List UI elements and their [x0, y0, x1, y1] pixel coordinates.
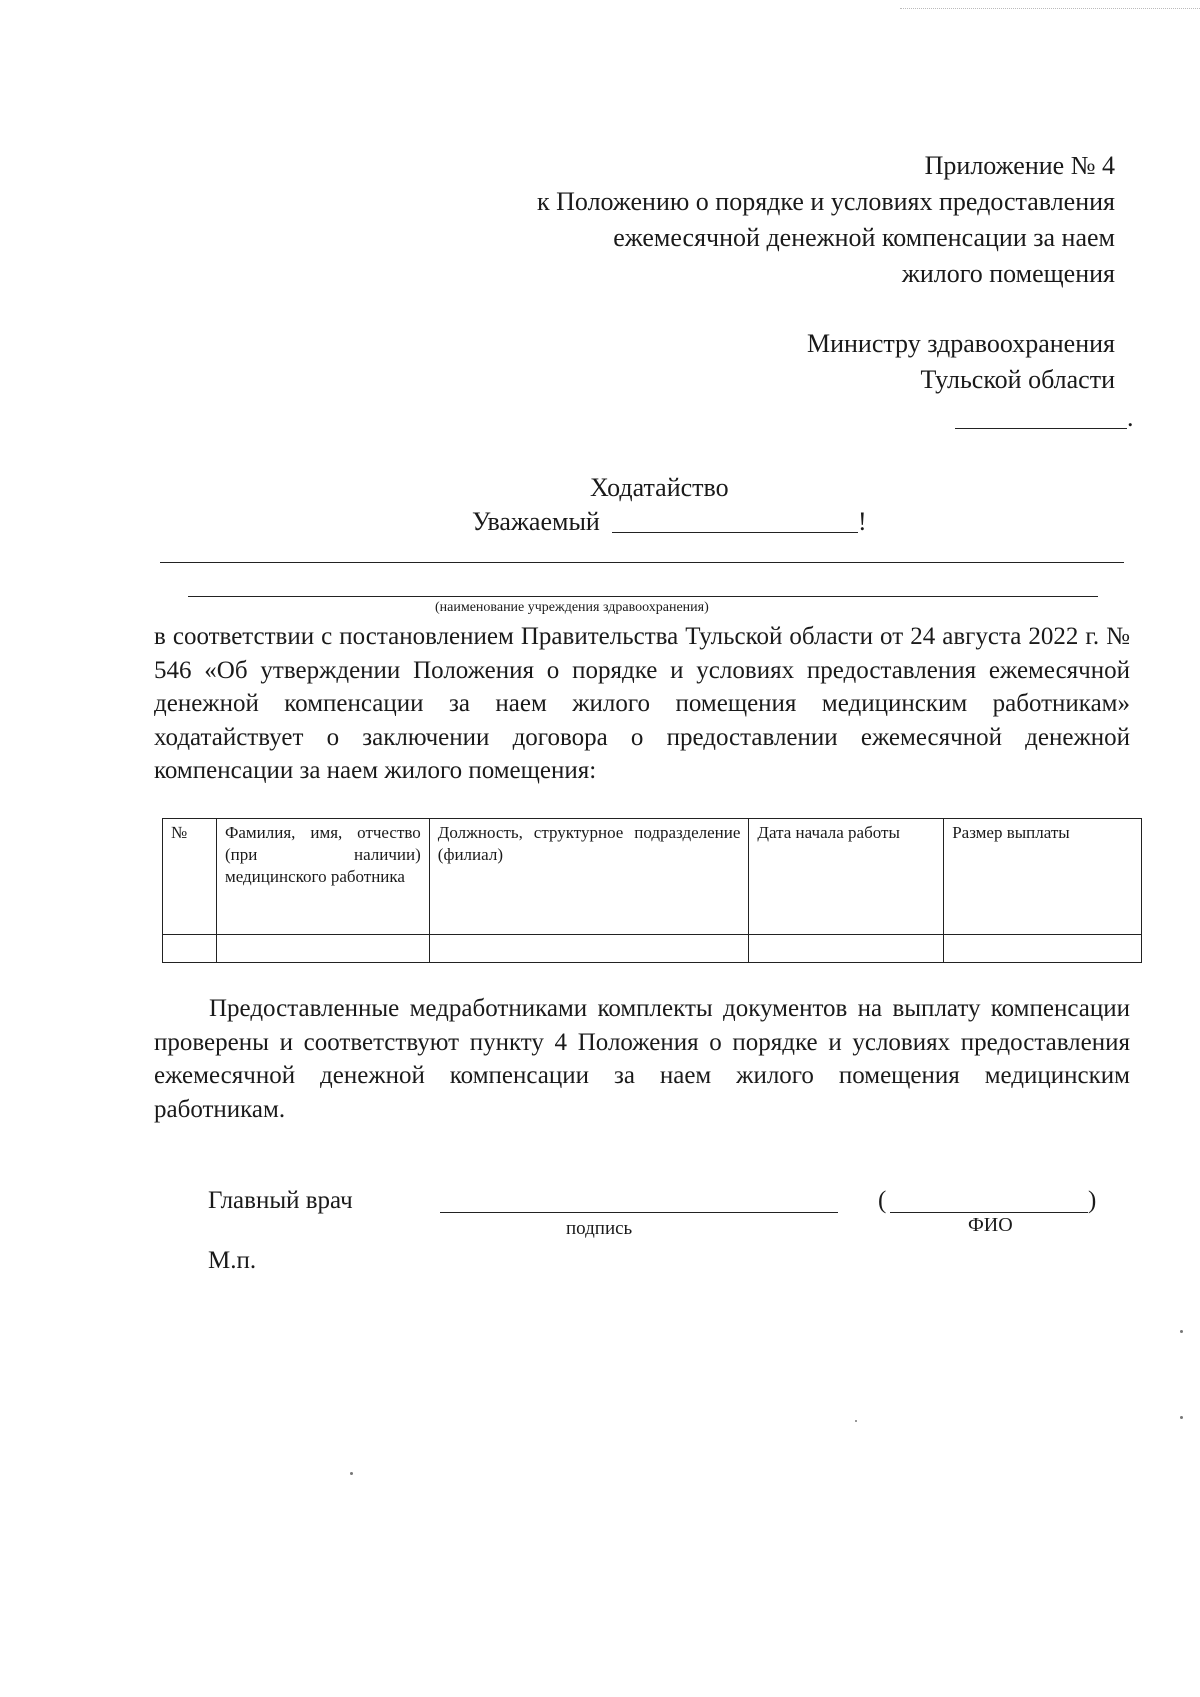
salutation-end: ! [858, 507, 867, 536]
fio-caption: ФИО [968, 1214, 1013, 1236]
body-paragraph: в соответствии с постановлением Правительства Тульской области от 24 августа 2022 г. № 546 «Об утверждении Положения о порядке и условиях предоставления ежемесячной денежной компенсации за наем жилого помещения медицинским работникам» ходатайствует о заключении договора о предоставлении ежемесячной денежной компенсации за наем жилого помещения: [154, 623, 1130, 784]
scan-speck [350, 1472, 353, 1475]
salutation-name-blank [612, 532, 858, 533]
header-start-date: Дата начала работы [749, 819, 944, 935]
appendix-title: Приложение № 4 [924, 151, 1115, 180]
addressee-name-blank [955, 428, 1127, 429]
workers-table [162, 818, 1142, 963]
fio-open-paren: ( [878, 1187, 887, 1214]
document-heading: Ходатайство [590, 473, 729, 502]
fio-blank[interactable] [890, 1212, 1088, 1213]
table-cell[interactable] [429, 935, 749, 963]
signature-blank[interactable] [440, 1212, 838, 1213]
table-header-row [163, 819, 1142, 935]
appendix-line-3: жилого помещения [901, 259, 1115, 288]
header-number: № [163, 819, 217, 935]
addressee-line-1: Министру здравоохранения [806, 329, 1115, 358]
table-cell[interactable] [749, 935, 944, 963]
header-position: Должность, структурное подразделение (филиал) [429, 819, 749, 935]
addressee-line-2: Тульской области [920, 365, 1115, 394]
salutation-word: Уважаемый [472, 507, 600, 536]
signature-caption: подпись [566, 1218, 633, 1239]
chief-doctor-label: Главный врач [208, 1187, 353, 1214]
table-cell[interactable] [163, 935, 217, 963]
scan-speck [855, 1420, 857, 1422]
institution-caption: (наименование учреждения здравоохранения) [435, 600, 709, 615]
verification-paragraph: Предоставленные медработниками комплекты документов на выплату компенсации проверены и соответствуют пункту 4 Положения о порядке и условиях предоставления ежемесячной денежной компенсации за наем жилого помещения медицинским работникам. [154, 995, 1130, 1123]
fio-close-paren: ) [1088, 1187, 1097, 1214]
appendix-line-2: ежемесячной денежной компенсации за наем [613, 223, 1115, 252]
table-cell[interactable] [944, 935, 1142, 963]
stamp-place: М.п. [208, 1247, 257, 1274]
addressee-end-mark: . [1127, 403, 1134, 432]
table-cell[interactable] [216, 935, 429, 963]
appendix-line-1: к Положению о порядке и условиях предоставления [537, 187, 1115, 216]
scan-speck [1180, 1330, 1183, 1333]
institution-blank-line-2 [188, 596, 1098, 597]
header-full-name: Фамилия, имя, отчество (при наличии) медицинского работника [216, 819, 429, 935]
header-payment-amount: Размер выплаты [944, 819, 1142, 935]
scan-speck [1180, 1416, 1183, 1419]
table-row [163, 935, 1142, 963]
institution-blank-line-1 [160, 562, 1124, 563]
scan-artifact-line [900, 8, 1200, 9]
